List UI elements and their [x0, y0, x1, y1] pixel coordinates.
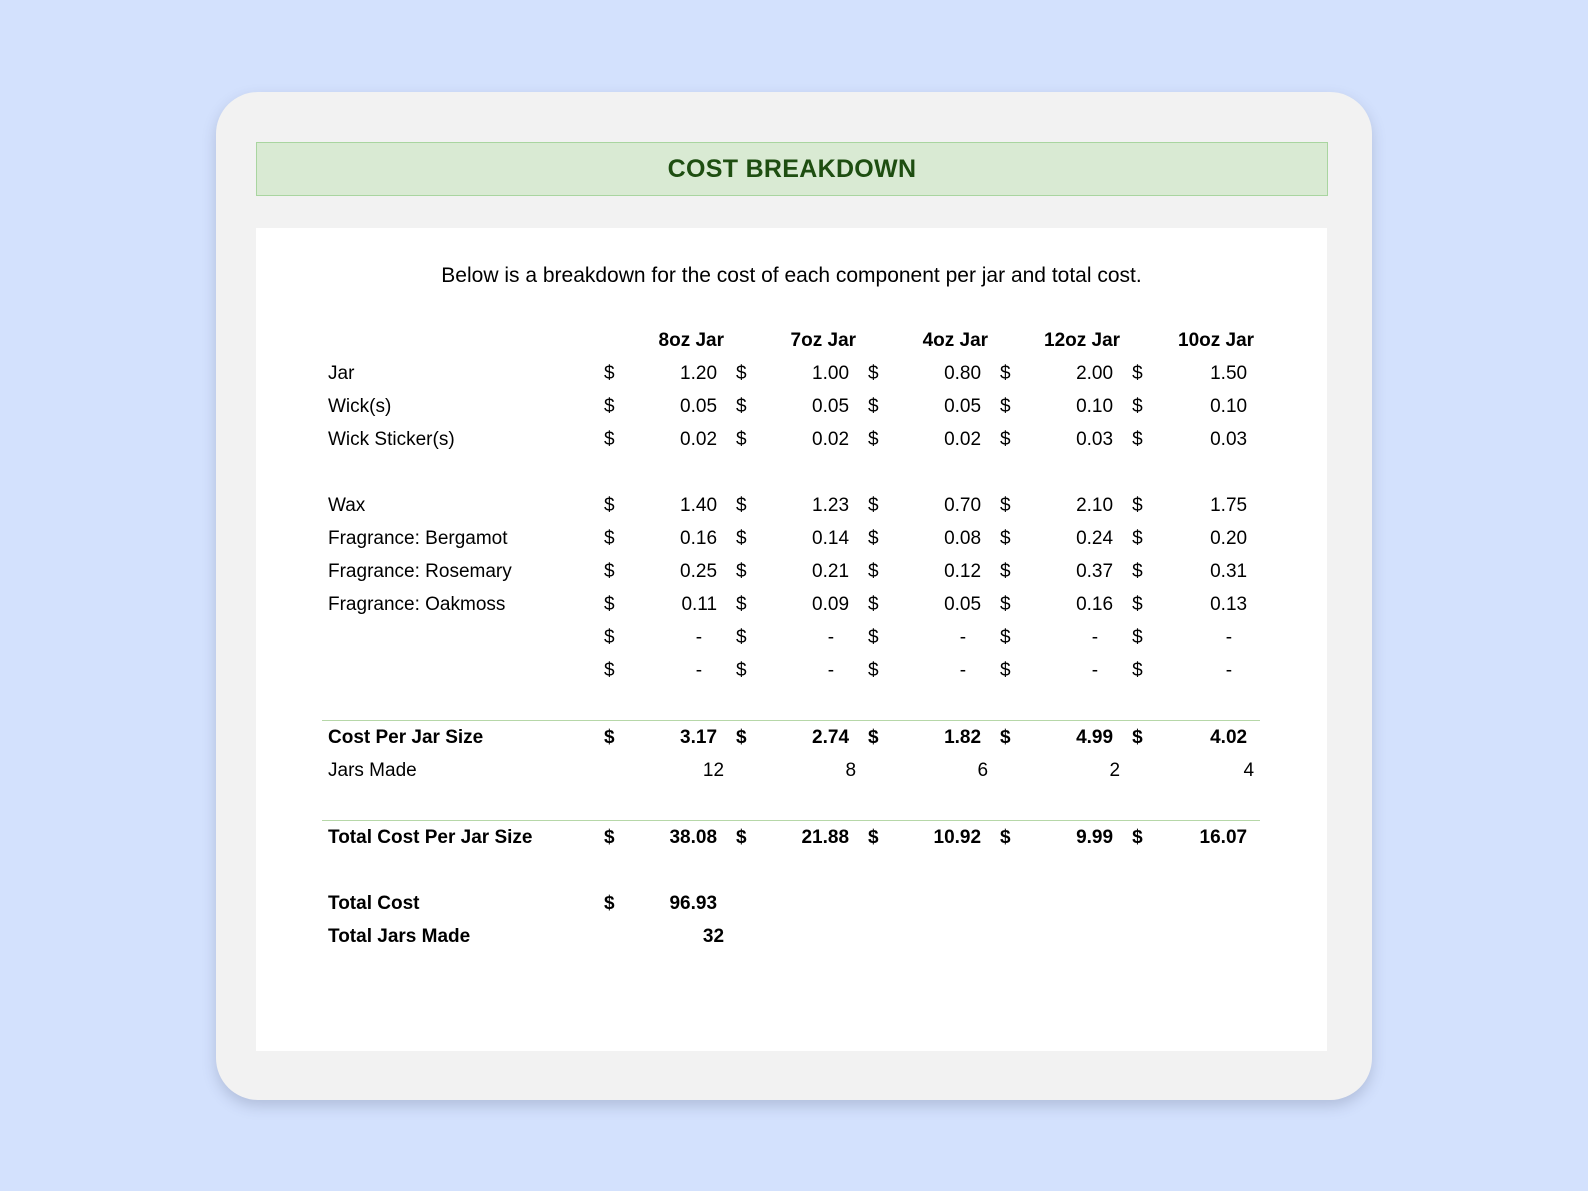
- amount-cell: 4.99: [1024, 721, 1126, 755]
- column-header: 7oz Jar: [790, 329, 857, 351]
- row-label: Wax: [328, 494, 366, 516]
- currency-symbol: $: [994, 821, 1024, 855]
- currency-symbol: $: [1132, 428, 1143, 450]
- count-cell: 2: [1109, 759, 1121, 781]
- amount-cell: 4.02: [1156, 721, 1260, 755]
- amount-cell: 0.10: [1210, 395, 1248, 417]
- jars-made-row: [322, 754, 1260, 787]
- currency-symbol: $: [604, 892, 615, 914]
- empty-cell: [730, 887, 1260, 920]
- amount-cell: 1.20: [680, 362, 718, 384]
- currency-symbol: $: [868, 494, 879, 516]
- total-jars-row: [322, 920, 1260, 953]
- empty-cell: [730, 920, 1260, 953]
- row-label: Cost Per Jar Size: [322, 721, 598, 755]
- currency-symbol: $: [598, 821, 628, 855]
- amount-cell: 1.50: [1210, 362, 1248, 384]
- amount-cell: 21.88: [760, 821, 862, 855]
- currency-symbol: $: [1000, 593, 1011, 615]
- row-label: Jars Made: [328, 759, 417, 781]
- currency-symbol: $: [736, 560, 747, 582]
- amount-cell: 0.02: [680, 428, 718, 450]
- currency-symbol: $: [1132, 494, 1143, 516]
- currency-symbol: $: [604, 362, 615, 384]
- currency-symbol: $: [730, 721, 760, 755]
- amount-cell: 9.99: [1024, 821, 1126, 855]
- column-header: 10oz Jar: [1178, 329, 1255, 351]
- spacer-cell: [322, 787, 1260, 821]
- currency-symbol: $: [736, 527, 747, 549]
- currency-symbol: $: [736, 626, 747, 648]
- row-label: Fragrance: Bergamot: [328, 527, 508, 549]
- amount-cell: 0.25: [680, 560, 718, 582]
- currency-symbol: $: [604, 560, 615, 582]
- amount-cell: 2.10: [1076, 494, 1114, 516]
- table-body: [322, 357, 1260, 953]
- amount-cell: -: [959, 659, 967, 681]
- spacer-cell: [322, 456, 1260, 489]
- row-label: Jar: [328, 362, 355, 384]
- amount-cell: 1.75: [1210, 494, 1248, 516]
- currency-symbol: $: [1132, 560, 1143, 582]
- currency-symbol: $: [1000, 527, 1011, 549]
- amount-cell: -: [1225, 659, 1233, 681]
- column-header: 8oz Jar: [658, 329, 725, 351]
- count-cell: 6: [977, 759, 989, 781]
- amount-cell: -: [1225, 626, 1233, 648]
- amount-cell: 38.08: [628, 821, 730, 855]
- amount-cell: 0.16: [680, 527, 718, 549]
- amount-cell: 2.00: [1076, 362, 1114, 384]
- total-cost-value: 96.93: [669, 892, 718, 914]
- currency-symbol: $: [1000, 560, 1011, 582]
- currency-symbol: $: [868, 527, 879, 549]
- currency-symbol: $: [1132, 395, 1143, 417]
- row-label: [322, 621, 598, 654]
- amount-cell: 0.10: [1076, 395, 1114, 417]
- currency-symbol: $: [604, 395, 615, 417]
- column-header-row: [322, 324, 1260, 357]
- currency-symbol: $: [736, 593, 747, 615]
- total-cost-per-jar-row: [322, 821, 1260, 855]
- currency-symbol: $: [862, 821, 892, 855]
- spacer-cell: [322, 687, 1260, 721]
- amount-cell: 2.74: [760, 721, 862, 755]
- currency-symbol: $: [868, 659, 879, 681]
- spacer-row: [322, 854, 1260, 887]
- amount-cell: 0.13: [1210, 593, 1248, 615]
- amount-cell: 0.02: [944, 428, 982, 450]
- amount-cell: 0.37: [1076, 560, 1114, 582]
- amount-cell: -: [695, 659, 703, 681]
- total-jars-value: 32: [702, 925, 725, 947]
- currency-symbol: $: [1126, 721, 1156, 755]
- spacer-row: [322, 687, 1260, 721]
- amount-cell: 0.14: [812, 527, 850, 549]
- currency-symbol: $: [1132, 593, 1143, 615]
- component-row: [322, 489, 1260, 522]
- amount-cell: 0.31: [1210, 560, 1248, 582]
- row-label: [322, 654, 598, 687]
- currency-symbol: $: [1000, 494, 1011, 516]
- amount-cell: 0.12: [944, 560, 982, 582]
- amount-cell: 0.03: [1076, 428, 1114, 450]
- cost-per-jar-row: [322, 721, 1260, 755]
- spacer-row: [322, 456, 1260, 489]
- row-label: Wick(s): [328, 395, 392, 417]
- amount-cell: 0.02: [812, 428, 850, 450]
- row-label: Fragrance: Oakmoss: [328, 593, 506, 615]
- currency-symbol: $: [736, 395, 747, 417]
- component-row: [322, 357, 1260, 390]
- currency-symbol: $: [736, 494, 747, 516]
- currency-symbol: $: [868, 428, 879, 450]
- currency-symbol: $: [604, 626, 615, 648]
- count-cell: 8: [845, 759, 857, 781]
- amount-cell: 1.23: [812, 494, 850, 516]
- component-row: [322, 555, 1260, 588]
- component-row: [322, 390, 1260, 423]
- amount-cell: -: [1091, 659, 1099, 681]
- currency-symbol: $: [598, 721, 628, 755]
- amount-cell: 0.24: [1076, 527, 1114, 549]
- currency-symbol: $: [994, 721, 1024, 755]
- amount-cell: -: [827, 659, 835, 681]
- amount-cell: 16.07: [1156, 821, 1260, 855]
- component-row: [322, 423, 1260, 456]
- currency-symbol: $: [1132, 626, 1143, 648]
- amount-cell: 0.11: [681, 593, 718, 615]
- currency-symbol: $: [1000, 659, 1011, 681]
- row-label: Fragrance: Rosemary: [328, 560, 512, 582]
- currency-symbol: $: [1000, 362, 1011, 384]
- amount-cell: 0.20: [1210, 527, 1248, 549]
- amount-cell: 0.09: [812, 593, 850, 615]
- currency-symbol: $: [604, 494, 615, 516]
- currency-symbol: $: [1000, 428, 1011, 450]
- currency-symbol: $: [1000, 395, 1011, 417]
- currency-symbol: $: [868, 626, 879, 648]
- component-row: [322, 588, 1260, 621]
- spreadsheet-area: [256, 228, 1327, 1051]
- component-row: [322, 621, 1260, 654]
- currency-symbol: $: [604, 593, 615, 615]
- amount-cell: 3.17: [628, 721, 730, 755]
- amount-cell: 0.16: [1076, 593, 1114, 615]
- amount-cell: 0.05: [944, 593, 982, 615]
- amount-cell: 0.21: [812, 560, 850, 582]
- currency-symbol: $: [1132, 362, 1143, 384]
- currency-symbol: $: [730, 821, 760, 855]
- count-cell: 12: [702, 759, 725, 781]
- amount-cell: 0.05: [680, 395, 718, 417]
- component-row: [322, 522, 1260, 555]
- total-cost-row: [322, 887, 1260, 920]
- currency-symbol: $: [862, 721, 892, 755]
- column-header: 4oz Jar: [922, 329, 989, 351]
- header-label-cell: [322, 324, 598, 357]
- intro-text: Below is a breakdown for the cost of each component per jar and total cost.: [441, 264, 1142, 287]
- spacer-cell: [322, 854, 1260, 887]
- column-header: 12oz Jar: [1044, 329, 1121, 351]
- amount-cell: 10.92: [892, 821, 994, 855]
- currency-symbol: $: [1132, 659, 1143, 681]
- amount-cell: 0.03: [1210, 428, 1248, 450]
- currency-symbol: $: [1000, 626, 1011, 648]
- row-label: Total Jars Made: [328, 925, 471, 947]
- currency-symbol: $: [868, 362, 879, 384]
- amount-cell: -: [695, 626, 703, 648]
- amount-cell: 1.40: [680, 494, 718, 516]
- amount-cell: -: [959, 626, 967, 648]
- currency-symbol: $: [868, 593, 879, 615]
- amount-cell: 0.70: [944, 494, 982, 516]
- amount-cell: 0.80: [944, 362, 982, 384]
- amount-cell: 1.00: [812, 362, 850, 384]
- row-label: Wick Sticker(s): [328, 428, 455, 450]
- amount-cell: -: [827, 626, 835, 648]
- cost-table: [322, 324, 1260, 953]
- amount-cell: 0.05: [812, 395, 850, 417]
- spacer-row: [322, 787, 1260, 821]
- row-label: Total Cost Per Jar Size: [322, 821, 598, 855]
- currency-symbol: $: [604, 659, 615, 681]
- row-label: Total Cost: [328, 892, 420, 914]
- amount-cell: 0.08: [944, 527, 982, 549]
- currency-symbol: $: [868, 395, 879, 417]
- component-row: [322, 654, 1260, 687]
- count-cell: 4: [1243, 759, 1255, 781]
- currency-symbol: $: [604, 527, 615, 549]
- amount-cell: 0.05: [944, 395, 982, 417]
- currency-symbol: $: [736, 428, 747, 450]
- page-title: COST BREAKDOWN: [667, 154, 917, 183]
- amount-cell: 1.82: [892, 721, 994, 755]
- currency-symbol: $: [1126, 821, 1156, 855]
- amount-cell: -: [1091, 626, 1099, 648]
- currency-symbol: $: [736, 362, 747, 384]
- currency-symbol: $: [868, 560, 879, 582]
- currency-symbol: $: [736, 659, 747, 681]
- currency-symbol: $: [604, 428, 615, 450]
- currency-symbol: $: [1132, 527, 1143, 549]
- title-banner: [256, 142, 1328, 196]
